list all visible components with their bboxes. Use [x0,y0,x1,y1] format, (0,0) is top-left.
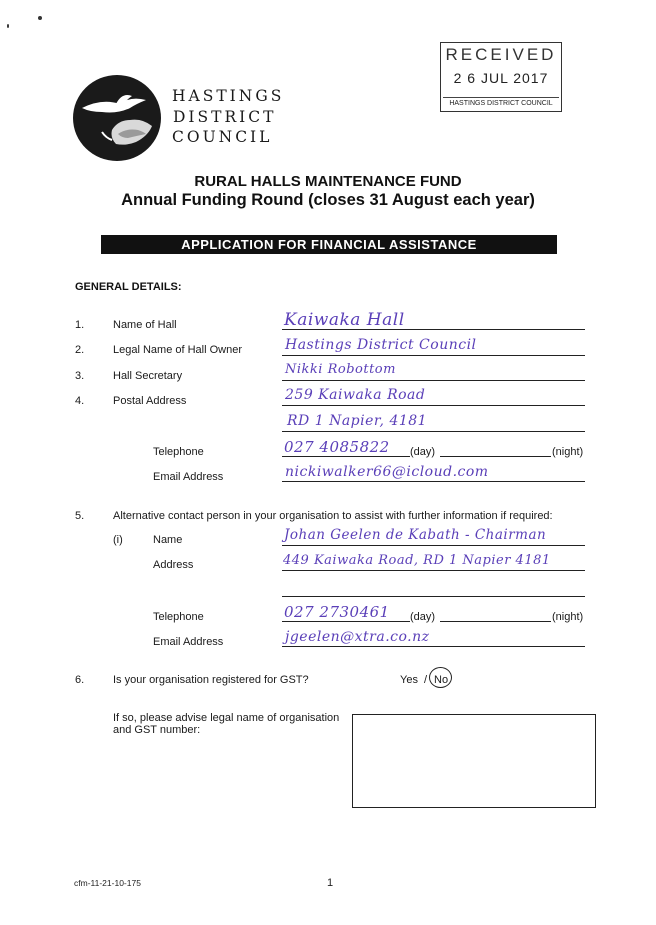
alt-email-value[interactable]: jgeelen@xtra.co.nz [285,629,430,645]
telephone-label: Telephone [153,446,204,458]
day-label: (day) [410,446,436,458]
scan-speck [7,24,9,28]
gst-separator: / [424,674,428,686]
postal-address-line-2 [282,431,585,432]
hall-name-label: Name of Hall [113,319,177,331]
stamp-date: 2 6 JUL 2017 [453,70,549,86]
gst-details-box[interactable] [352,714,596,808]
hall-name-value[interactable]: Kaiwaka Hall [284,310,405,330]
telephone-day-line [282,456,410,457]
gst-yes-option[interactable]: Yes [400,674,418,686]
secretary-line [282,380,585,381]
night-label: (night) [552,446,584,458]
alt-address-line-1 [282,570,585,571]
hall-owner-label: Legal Name of Hall Owner [113,344,243,356]
alt-name-value[interactable]: Johan Geelen de Kabath - Chairman [284,527,547,543]
received-stamp [440,42,562,112]
secretary-label: Hall Secretary [113,370,183,382]
secretary-value[interactable]: Nikki Robottom [285,362,396,377]
form-title: RURAL HALLS MAINTENANCE FUND [194,173,462,190]
council-wordmark [172,86,284,148]
telephone-value[interactable]: 027 4085822 [284,438,390,456]
postal-address-line-1 [282,405,585,406]
gst-no-circled-mark [429,667,452,688]
night-label: (night) [552,611,584,623]
postal-address-label: Postal Address [113,395,187,407]
field-number: 6. [75,674,85,686]
alt-telephone-night-line [440,621,551,622]
scan-speck [38,16,42,20]
email-line [282,481,585,482]
postal-address-line2-value[interactable]: RD 1 Napier, 4181 [287,413,428,429]
email-label: Email Address [153,471,224,483]
gst-advise-line-1: If so, please advise legal name of organisation [113,712,340,724]
wordmark-line-1: HASTINGS [172,87,285,105]
day-label: (day) [410,611,436,623]
alt-telephone-value[interactable]: 027 2730461 [284,603,390,621]
form-subtitle: Annual Funding Round (closes 31 August each year) [121,191,535,209]
section-heading: GENERAL DETAILS: [75,281,182,293]
alt-email-line [282,646,585,647]
field-number: 4. [75,395,85,407]
council-logo-icon [72,74,164,162]
field-number: 1. [75,319,85,331]
hall-name-line [282,329,585,330]
alt-address-line-2 [282,596,585,597]
field-number: 3. [75,370,85,382]
gst-question: Is your organisation registered for GST? [113,674,309,686]
alt-email-label: Email Address [153,636,224,648]
form-code: cfm-11-21-10-175 [74,878,141,888]
alt-name-line [282,545,585,546]
wordmark-line-2: DISTRICT [173,107,277,126]
wordmark-line-3: COUNCIL [172,128,273,146]
email-value[interactable]: nickiwalker66@icloud.com [285,464,489,480]
stamp-council: HASTINGS DISTRICT COUNCIL [443,97,559,107]
alt-name-label: Name [153,534,183,546]
form-banner: APPLICATION FOR FINANCIAL ASSISTANCE [101,235,557,254]
gst-advise-line-2: and GST number: [113,724,201,736]
alt-address-value[interactable]: 449 Kaiwaka Road, RD 1 Napier 4181 [283,553,551,568]
alt-telephone-label: Telephone [153,611,204,623]
alt-contact-intro: Alternative contact person in your organisation to assist with further information if required: [113,510,553,522]
postal-address-line1-value[interactable]: 259 Kaiwaka Road [285,387,426,403]
telephone-night-line [440,456,551,457]
alt-telephone-day-line [282,621,410,622]
field-number: 5. [75,510,85,522]
alt-address-label: Address [153,559,194,571]
gst-no-option[interactable]: No [434,674,449,686]
sub-number: (i) [113,534,123,546]
stamp-received: RECEIVED [445,45,557,64]
hall-owner-value[interactable]: Hastings District Council [285,337,477,353]
page-number: 1 [327,877,334,889]
field-number: 2. [75,344,85,356]
hall-owner-line [282,355,585,356]
